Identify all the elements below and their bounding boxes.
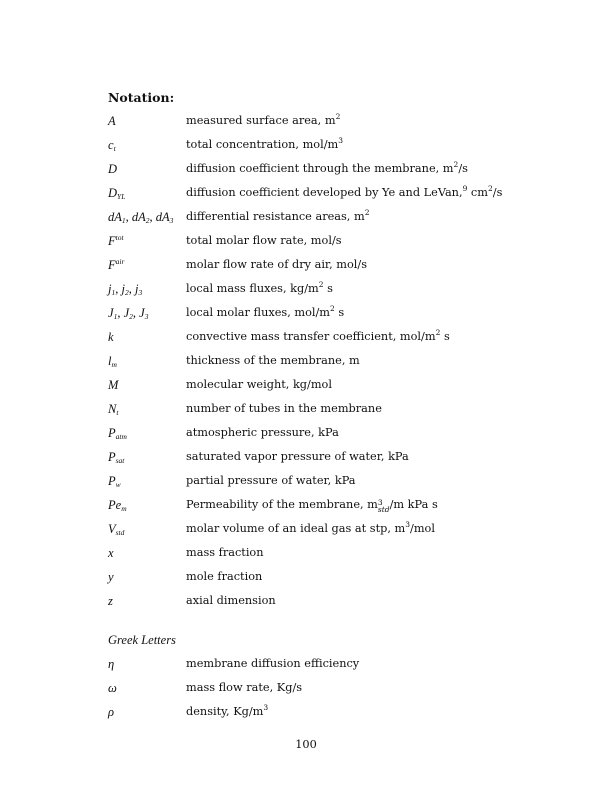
text: total molar flow rate, mol/s (186, 234, 342, 247)
text: , j (115, 282, 125, 296)
sup-text: 3 (338, 136, 344, 145)
text: differential resistance areas, m (186, 210, 365, 223)
text: j (108, 282, 112, 296)
text: s (323, 282, 333, 295)
text: z (108, 594, 113, 608)
text: number of tubes in the membrane (186, 402, 382, 415)
text: diffusion coefficient developed by Ye and LeVan, (186, 186, 463, 199)
sub-text: t (113, 144, 116, 153)
symbol (108, 402, 118, 417)
text: x (108, 546, 114, 560)
sup-text: 2 (364, 208, 370, 217)
text: atmospheric pressure, kPa (186, 426, 339, 439)
sup-text: 2 (330, 304, 335, 313)
text: /mol (410, 522, 435, 535)
symbol (108, 138, 116, 153)
notation-heading: Notation: (108, 90, 175, 105)
symbol (108, 681, 117, 696)
definition (186, 474, 356, 487)
text: J (108, 306, 114, 320)
text: measured surface area, m (186, 114, 336, 127)
text: axial dimension (186, 594, 276, 607)
text: P (108, 426, 116, 440)
definition (186, 657, 359, 670)
symbol (108, 234, 124, 249)
text: /m kPa s (389, 498, 438, 511)
text: s (334, 306, 345, 319)
sub-text: t (116, 408, 119, 417)
text: convective mass transfer coefficient, mol/m (186, 330, 436, 343)
text: mass flow rate, Kg/s (186, 681, 303, 694)
text: D (108, 162, 118, 176)
sub-text: w (115, 480, 121, 489)
symbol (108, 450, 124, 465)
sub-text: atm (115, 432, 127, 441)
symbol (108, 186, 125, 201)
sub-text: 1 (111, 288, 116, 297)
symbol (108, 474, 121, 489)
definition (186, 138, 343, 151)
symbol (108, 657, 114, 672)
text: Pe (108, 498, 122, 512)
sub-text: 3 (138, 288, 143, 297)
text: molar volume of an ideal gas at stp, m (186, 522, 406, 535)
definition (186, 162, 468, 175)
text: P (108, 450, 116, 464)
text: c (108, 138, 114, 152)
symbol (108, 498, 127, 513)
text: s (440, 330, 450, 343)
text: D (108, 186, 118, 200)
text: mole fraction (186, 570, 263, 583)
sup-text: 2 (435, 328, 441, 337)
definition (186, 186, 502, 199)
sub-text: m (111, 360, 117, 369)
text: F (108, 258, 116, 272)
text: A (108, 114, 116, 128)
sub-text: 3 (144, 312, 149, 321)
text: diffusion coefficient through the membrane, m (186, 162, 454, 175)
text: membrane diffusion efficiency (186, 657, 360, 670)
definition (186, 330, 450, 343)
symbol (108, 162, 117, 177)
text: Permeability of the membrane, m (186, 498, 378, 511)
text: partial pressure of water, kPa (186, 474, 356, 487)
text: local molar fluxes, mol/m (186, 306, 331, 319)
text: /s (458, 162, 468, 175)
sub-text: 1 (113, 312, 118, 321)
sup-text: air (115, 257, 125, 266)
symbol (108, 426, 127, 441)
definition (186, 426, 339, 439)
greek-letters-heading: Greek Letters (108, 633, 176, 647)
sup-text: 3 (263, 703, 269, 712)
text: molar flow rate of dry air, mol/s (186, 258, 367, 271)
page-number: 100 (295, 738, 317, 751)
sub-text: m (121, 504, 127, 513)
sub-text: 2 (129, 312, 133, 321)
text: mass fraction (186, 546, 264, 559)
symbol (108, 522, 124, 537)
symbol (108, 378, 118, 393)
symbol (108, 306, 148, 321)
text: /s (492, 186, 503, 199)
text: ρ (108, 705, 114, 719)
definition (186, 306, 344, 319)
definition (186, 681, 302, 694)
definition (186, 258, 367, 271)
symbol (108, 258, 124, 273)
text: density, Kg/m (186, 705, 264, 718)
definition (186, 546, 264, 559)
sub-text: 3 (169, 216, 174, 225)
symbol (108, 210, 173, 225)
text: local mass fluxes, kg/m (186, 282, 319, 295)
text: thickness of the membrane, m (186, 354, 360, 367)
sup-text: 2 (487, 184, 493, 193)
symbol (108, 705, 114, 720)
stackhi-text: 3 (377, 498, 383, 507)
definition (186, 570, 262, 583)
sup-sub-stack (378, 499, 390, 513)
sub-text: 1 (121, 216, 126, 225)
text: cm (467, 186, 488, 199)
text: , j (128, 282, 139, 296)
symbol (108, 594, 113, 609)
sub-text: 2 (124, 288, 129, 297)
text: saturated vapor pressure of water, kPa (186, 450, 409, 463)
text: y (108, 570, 114, 584)
sub-text: std (115, 528, 125, 537)
definition (186, 402, 382, 415)
text: , J (117, 306, 130, 320)
sup-text: 2 (453, 160, 459, 169)
sup-text: 3 (405, 520, 411, 529)
definition (186, 450, 409, 463)
text: , J (132, 306, 145, 320)
text: F (108, 234, 116, 248)
definition (186, 522, 435, 535)
sub-text: sat (115, 456, 125, 465)
sub-text: 2 (145, 216, 150, 225)
text: ω (108, 681, 117, 695)
symbol (108, 546, 114, 561)
definition (186, 498, 438, 513)
text: total concentration, mol/m (186, 138, 339, 151)
sub-text: YL (117, 192, 126, 201)
definition (186, 354, 360, 367)
sup-text: 9 (462, 184, 468, 193)
definition (186, 705, 268, 718)
definition (186, 234, 342, 247)
text: N (108, 402, 117, 416)
sup-text: tot (115, 233, 124, 242)
sup-text: 2 (335, 112, 341, 121)
text: l (108, 354, 112, 368)
text: , dA (125, 210, 146, 224)
symbol (108, 330, 114, 345)
text: dA (108, 210, 122, 224)
text: η (108, 657, 115, 671)
definition (186, 282, 333, 295)
symbol (108, 354, 117, 369)
definition (186, 210, 370, 223)
symbol (108, 114, 116, 129)
symbol (108, 570, 114, 585)
text: M (108, 378, 119, 392)
symbol (108, 282, 142, 297)
text: molecular weight, kg/mol (186, 378, 332, 391)
text: k (108, 330, 114, 344)
text: V (108, 522, 116, 536)
text: , dA (149, 210, 170, 224)
stacklo-text: std (377, 505, 390, 514)
text: P (108, 474, 116, 488)
definition (186, 378, 332, 391)
definition (186, 114, 340, 127)
definition (186, 594, 276, 607)
sup-text: 2 (318, 280, 324, 289)
